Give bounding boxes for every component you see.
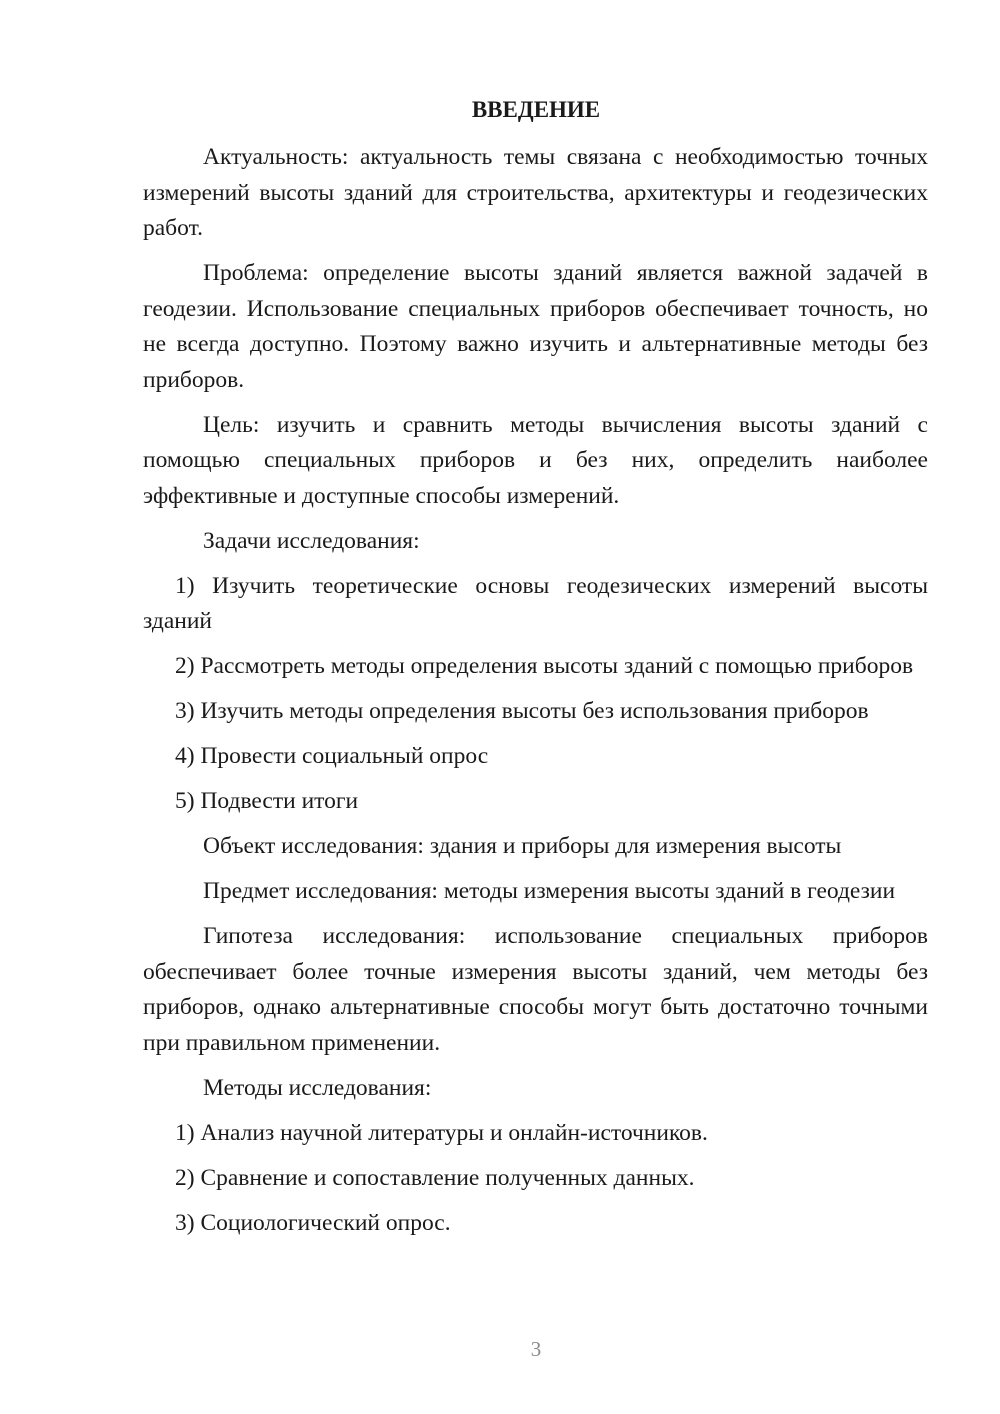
list-item: 2) Сравнение и сопоставление полученных данных. <box>175 1164 695 1191</box>
list-item: 2) Рассмотреть методы определения высоты зданий с помощью приборов <box>175 653 914 679</box>
list-item: 4) Провести социальный опрос <box>175 743 489 769</box>
problem-paragraph: Проблема: определение высоты зданий является важной задачей в геодезии. Использование специальных приборов обеспечивает точность, но не всегда доступно. Поэтому важно изучить и альтернативные методы без приборов. <box>143 260 928 393</box>
subject-paragraph: Предмет исследования: методы измерения высоты зданий в геодезии <box>203 878 896 904</box>
tasks-list <box>143 569 928 820</box>
list-item: 3) Изучить методы определения высоты без использования приборов <box>175 698 869 724</box>
page-heading: ВВЕДЕНИЕ <box>471 97 601 122</box>
hypothesis-paragraph: Гипотеза исследования: использование специальных приборов обеспечивает более точные измерения высоты зданий, чем методы без приборов, однако альтернативные способы могут быть достаточно точными при правильном применении. <box>143 923 928 1056</box>
methods-title: Методы исследования: <box>203 1074 432 1101</box>
list-item: 1) Изучить теоретические основы геодезических измерений высоты зданий <box>143 572 928 634</box>
list-item: 1) Анализ научной литературы и онлайн-источников. <box>175 1119 708 1146</box>
methods-list <box>143 1116 928 1242</box>
page-number: 3 <box>530 1337 542 1361</box>
goal-paragraph: Цель: изучить и сравнить методы вычисления высоты зданий с помощью специальных приборов и без них, определить наиболее эффективные и доступные способы измерений. <box>143 411 928 509</box>
list-item: 5) Подвести итоги <box>175 788 359 814</box>
object-paragraph: Объект исследования: здания и приборы для измерения высоты <box>203 833 842 859</box>
list-item: 3) Социологический опрос. <box>175 1209 451 1236</box>
relevance-paragraph: Актуальность: актуальность темы связана с необходимостью точных измерений высоты зданий для строительства, архитектуры и геодезических работ. <box>143 144 928 241</box>
page-body <box>143 140 928 1251</box>
tasks-title: Задачи исследования: <box>203 527 420 554</box>
